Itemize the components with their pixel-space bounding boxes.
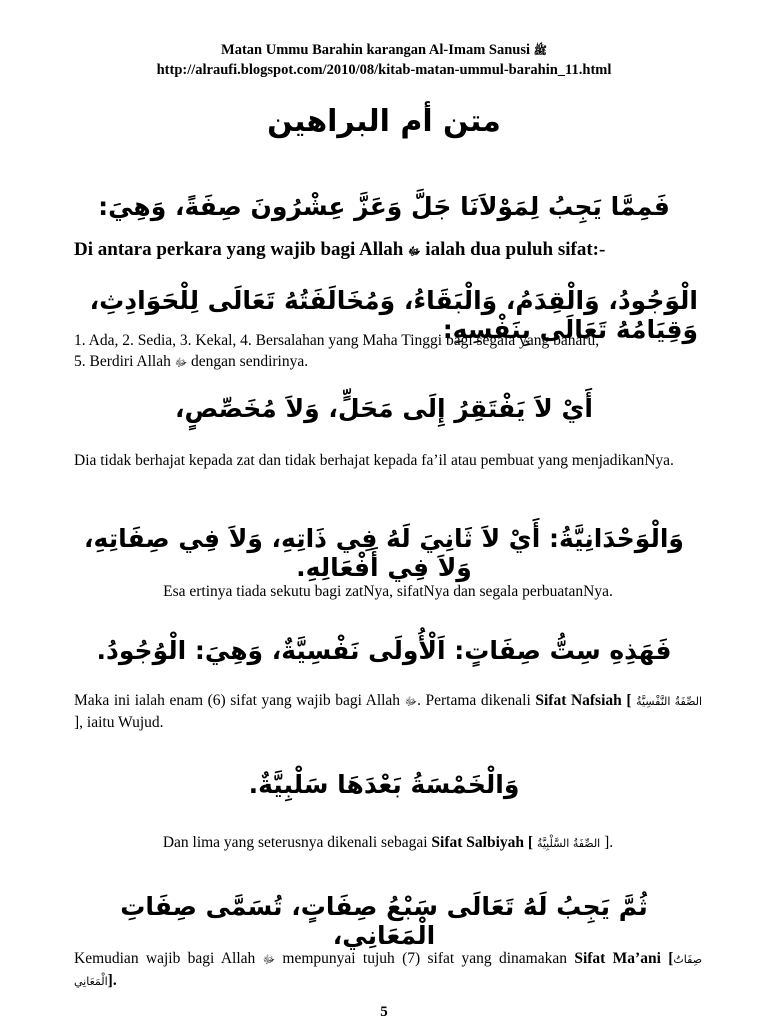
honorific-glyph: ﷻ <box>174 356 188 369</box>
paragraph-2-text-b: dengan sendirinya. <box>191 353 309 370</box>
paragraph-7-text-a: Kemudian wajib bagi Allah <box>74 950 256 967</box>
paragraph-5-text-b: . Pertama dikenali <box>417 692 531 709</box>
arabic-text-5: فَهَذِهِ سِتُّ صِفَاتٍ: اَلْأُولَى نَفْسِيَّةٌ، وَهِيَ: الْوُجُودُ. <box>96 636 672 665</box>
sifat-maani-term: Sifat Ma’ani <box>574 950 661 967</box>
honorific-glyph: ﷻ <box>404 695 418 708</box>
paragraph-7: Kemudian wajib bagi Allah ﷻ mempunyai tujuh (7) sifat yang dinamakan Sifat Ma’ani [صِفَاتُ الْمَعَانِي]. <box>74 950 703 989</box>
paragraph-2-text-a: 5. Berdiri Allah <box>74 353 171 370</box>
honorific-glyph: ﷺ <box>533 44 547 57</box>
header-title-text: Matan Ummu Barahin karangan Al-Imam Sanusi <box>221 42 531 58</box>
arabic-text-4: وَالْوَحْدَانِيَّةُ: أَيْ لاَ ثَانِيَ لَهُ فِي ذَاتِهِ، وَلاَ فِي صِفَاتِهِ، وَلاَ فِي أَفْعَالِهِ. <box>84 524 684 582</box>
paragraph-7-end: ]. <box>107 972 117 989</box>
arabic-term-salbiyah: الصِّفَةُ السَّلْبِيَّةُ <box>536 837 601 850</box>
sifat-salbiyah-term: Sifat Salbiyah <box>431 834 525 851</box>
paragraph-2-line-2 <box>74 351 702 373</box>
paragraph-3: Dia tidak berhajat kepada zat dan tidak berhajat kepada fa’il atau pembuat yang menjadikanNya. <box>74 452 674 469</box>
paragraph-4: Esa ertinya tiada sekutu bagi zatNya, sifatNya dan segala perbuatanNya. <box>163 583 613 600</box>
arabic-text-7: ثُمَّ يَجِبُ لَهُ تَعَالَى سَبْعُ صِفَاتٍ، تُسَمَّى صِفَاتِ الْمَعَانِي، <box>120 892 648 950</box>
page-number: 5 <box>380 1004 388 1020</box>
paragraph-5: Maka ini ialah enam (6) sifat yang wajib bagi Allah ﷻ. Pertama dikenali Sifat Nafsiah [ الصِّفَةُ النَّفْسِيَّةُ ], iaitu Wujud. <box>74 692 703 731</box>
sifat-nafsiah-term: Sifat Nafsiah <box>535 692 622 709</box>
arabic-text-6: وَالْخَمْسَةُ بَعْدَهَا سَلْبِيَّةٌ. <box>248 770 520 799</box>
paragraph-6-text-a: Dan lima yang seterusnya dikenali sebagai <box>162 834 428 851</box>
arabic-text-3: أَيْ لاَ يَفْتَقِرُ إِلَى مَحَلٍّ، وَلاَ مُخَصِّصٍ، <box>175 394 593 423</box>
paragraph-5-text-c: ], iaitu Wujud. <box>74 714 164 731</box>
paragraph-1 <box>74 238 702 264</box>
document-header-url: http://alraufi.blogspot.com/2010/08/kitab-matan-ummul-barahin_11.html <box>156 62 612 78</box>
paragraph-1-text-b: ialah dua puluh sifat:- <box>425 239 606 260</box>
document-header-title <box>0 42 768 60</box>
arabic-title: متن أم البراهين <box>267 104 501 139</box>
arabic-text-1: فَمِمَّا يَجِبُ لِمَوْلاَنَا جَلَّ وَعَزَّ عِشْرُونَ صِفَةً، وَهِيَ: <box>98 192 670 221</box>
paragraph-1-text-a: Di antara perkara yang wajib bagi Allah <box>74 239 404 260</box>
honorific-glyph: ﷻ <box>408 245 421 258</box>
arabic-term-maani: صِفَاتُ الْمَعَانِي <box>74 953 703 988</box>
paragraph-5-text-a: Maka ini ialah enam (6) sifat yang wajib bagi Allah <box>74 692 401 709</box>
arabic-text-2: الْوَجُودُ، وَالْقِدَمُ، وَالْبَقَاءُ، وَمُخَالَفَتُهُ تَعَالَى لِلْحَوَادِثِ، وَقِيَامُهُ تَعَالَى بِنَفْسِهِ: <box>89 286 698 344</box>
paragraph-6: Dan lima yang seterusnya dikenali sebagai Sifat Salbiyah [ الصِّفَةُ السَّلْبِيَّةُ ]. <box>162 834 614 851</box>
paragraph-7-text-b: mempunyai tujuh (7) sifat yang dinamakan <box>282 950 567 967</box>
paragraph-2 <box>74 330 702 373</box>
honorific-glyph: ﷻ <box>262 953 276 966</box>
arabic-term-nafsiah: الصِّفَةُ النَّفْسِيَّةُ <box>636 695 703 708</box>
paragraph-6-text-b: ]. <box>604 834 614 851</box>
paragraph-2-line-1: 1. Ada, 2. Sedia, 3. Kekal, 4. Bersalahan yang Maha Tinggi bagi segala yang baharu, <box>74 332 600 349</box>
